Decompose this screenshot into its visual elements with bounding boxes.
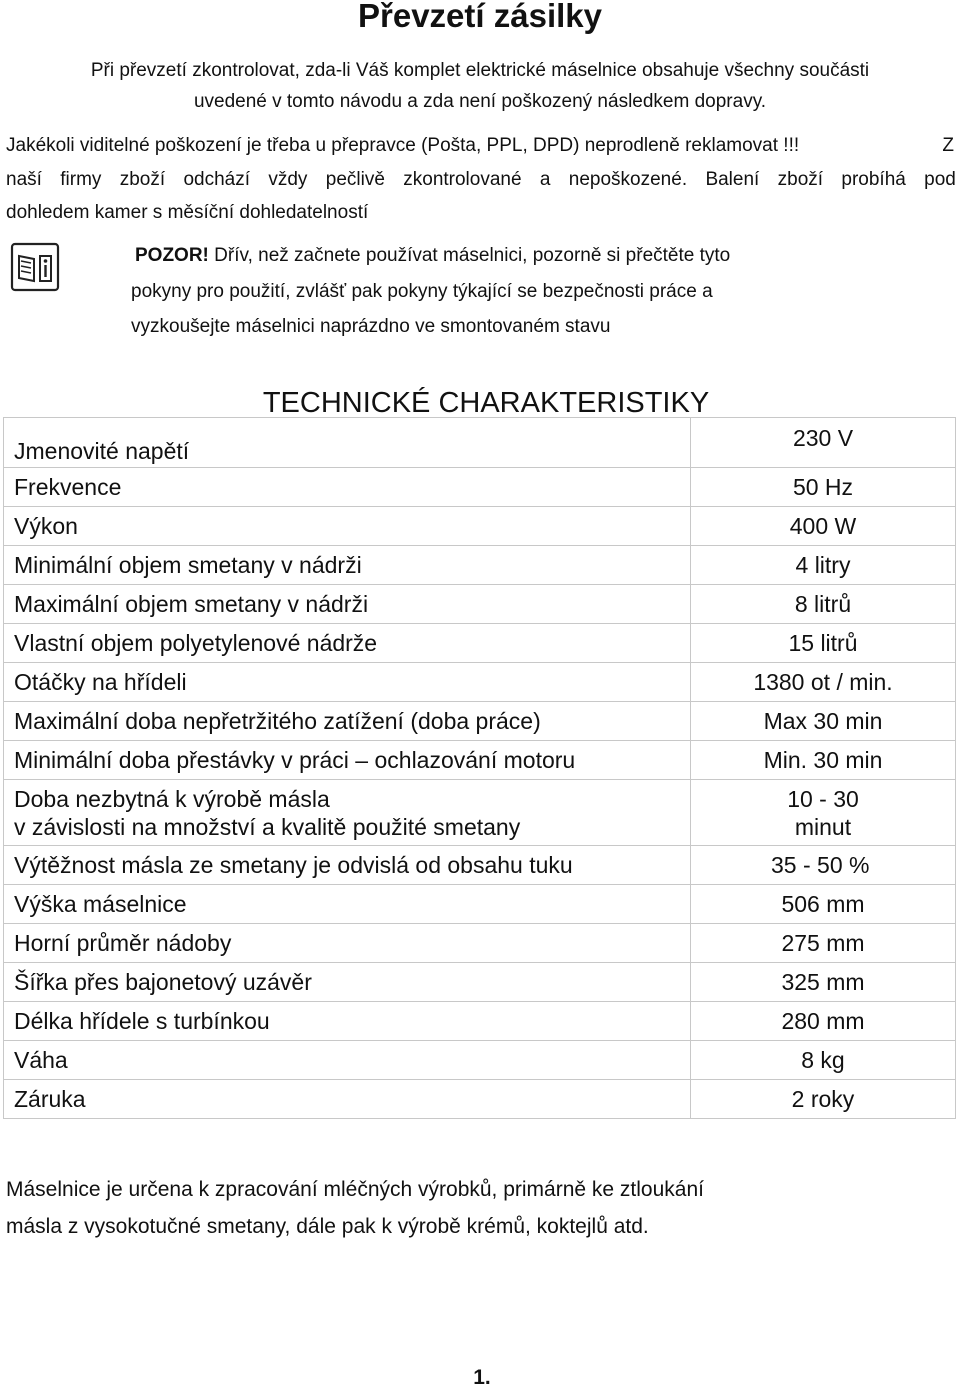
spec-row (4, 546, 956, 585)
damage-line-2-word: probíhá (841, 169, 906, 190)
spec-row (4, 780, 956, 846)
spec-row (4, 468, 956, 507)
spec-value-line: 10 - 30 (787, 785, 859, 812)
spec-value: 50 Hz (691, 468, 956, 507)
damage-line-2-word: zkontrolované (403, 169, 522, 190)
damage-line-2-word: Balení (705, 169, 760, 190)
spec-label: Minimální objem smetany v nádrži (4, 546, 691, 585)
spec-value: 35 - 50 % (691, 846, 956, 885)
spec-label: Vlastní objem polyetylenové nádrže (4, 624, 691, 663)
page-number: 1. (473, 1366, 491, 1389)
page-title: Převzetí zásilky (358, 0, 602, 34)
warning-label: POZOR! (135, 245, 209, 266)
tech-specs-heading: TECHNICKÉ CHARAKTERISTIKY (262, 387, 710, 419)
spec-label (4, 780, 691, 846)
spec-label-line: v závislosti na množství a kvalitě použité smetany (14, 813, 521, 840)
damage-line-2-word: zboží (777, 169, 824, 190)
usage-line-1: Máselnice je určena k zpracování mléčných výrobků, primárně ke ztloukání (6, 1178, 704, 1201)
spec-row (4, 418, 956, 468)
spec-label: Horní průměr nádoby (4, 924, 691, 963)
spec-label: Otáčky na hřídeli (4, 663, 691, 702)
spec-row (4, 1002, 956, 1041)
spec-value: 8 kg (691, 1041, 956, 1080)
spec-value: 325 mm (691, 963, 956, 1002)
spec-value (691, 780, 956, 846)
spec-label: Výtěžnost másla ze smetany je odvislá od obsahu tuku (4, 846, 691, 885)
spec-value: 275 mm (691, 924, 956, 963)
spec-label: Jmenovité napětí (4, 418, 691, 468)
damage-line-2 (6, 168, 956, 192)
spec-row (4, 1041, 956, 1080)
spec-label: Maximální doba nepřetržitého zatížení (doba práce) (4, 702, 691, 741)
damage-line-2-word: pod (924, 169, 956, 190)
damage-line-2-word: naší (6, 169, 42, 190)
damage-line-1-tail: Z (942, 135, 954, 156)
damage-line-2-word: nepoškozené. (568, 169, 688, 190)
damage-line-1-text: Jakékoli viditelné poškození je třeba u přepravce (Pošta, PPL, DPD) neprodleně reklamovat !!! (6, 135, 800, 156)
spec-row (4, 624, 956, 663)
spec-value-line: minut (794, 813, 852, 840)
spec-table (3, 417, 956, 1119)
spec-value: 230 V (691, 418, 956, 468)
damage-line-1 (6, 134, 956, 158)
warning-line-3: vyzkoušejte máselnici naprázdno ve smontovaném stavu (131, 316, 611, 337)
spec-label: Délka hřídele s turbínkou (4, 1002, 691, 1041)
spec-value: 280 mm (691, 1002, 956, 1041)
spec-label: Výška máselnice (4, 885, 691, 924)
intro-line-1: Při převzetí zkontrolovat, zda-li Váš komplet elektrické máselnice obsahuje všechny součásti (90, 60, 870, 81)
warning-text-1: Dřív, než začnete používat máselnici, pozorně si přečtěte tyto (214, 245, 731, 266)
spec-row (4, 924, 956, 963)
read-manual-icon (10, 242, 60, 292)
spec-row (4, 507, 956, 546)
spec-value: 2 roky (691, 1080, 956, 1119)
usage-line-2: másla z vysokotučné smetany, dále pak k výrobě krémů, koktejlů atd. (6, 1215, 649, 1238)
damage-line-2-word: a (539, 169, 551, 190)
spec-value: 506 mm (691, 885, 956, 924)
spec-value: 4 litry (691, 546, 956, 585)
spec-label: Výkon (4, 507, 691, 546)
intro-line-2: uvedené v tomto návodu a zda není poškozený následkem dopravy. (193, 91, 767, 112)
spec-label: Váha (4, 1041, 691, 1080)
damage-line-2-word: vždy (268, 169, 308, 190)
spec-row (4, 846, 956, 885)
spec-row (4, 702, 956, 741)
warning-line-2: pokyny pro použití, zvlášť pak pokyny týkající se bezpečnosti práce a (131, 281, 713, 302)
spec-value: 1380 ot / min. (691, 663, 956, 702)
spec-label-line: Doba nezbytná k výrobě másla (14, 785, 330, 812)
spec-value: Max 30 min (691, 702, 956, 741)
spec-label: Maximální objem smetany v nádrži (4, 585, 691, 624)
damage-line-3: dohledem kamer s měsíční dohledatelností (6, 202, 369, 223)
spec-row (4, 885, 956, 924)
damage-line-2-word: firmy (60, 169, 102, 190)
damage-line-2-word: odchází (183, 169, 251, 190)
spec-row (4, 1080, 956, 1119)
spec-value: Min. 30 min (691, 741, 956, 780)
damage-line-2-word: zboží (119, 169, 166, 190)
spec-value: 8 litrů (691, 585, 956, 624)
spec-label: Šířka přes bajonetový uzávěr (4, 963, 691, 1002)
spec-row (4, 741, 956, 780)
spec-label: Minimální doba přestávky v práci – ochlazování motoru (4, 741, 691, 780)
warning-line-1 (135, 244, 730, 268)
damage-line-2-word: pečlivě (325, 169, 385, 190)
spec-label: Záruka (4, 1080, 691, 1119)
spec-row (4, 663, 956, 702)
spec-row (4, 585, 956, 624)
spec-label: Frekvence (4, 468, 691, 507)
spec-value: 400 W (691, 507, 956, 546)
spec-value: 15 litrů (691, 624, 956, 663)
spec-row (4, 963, 956, 1002)
